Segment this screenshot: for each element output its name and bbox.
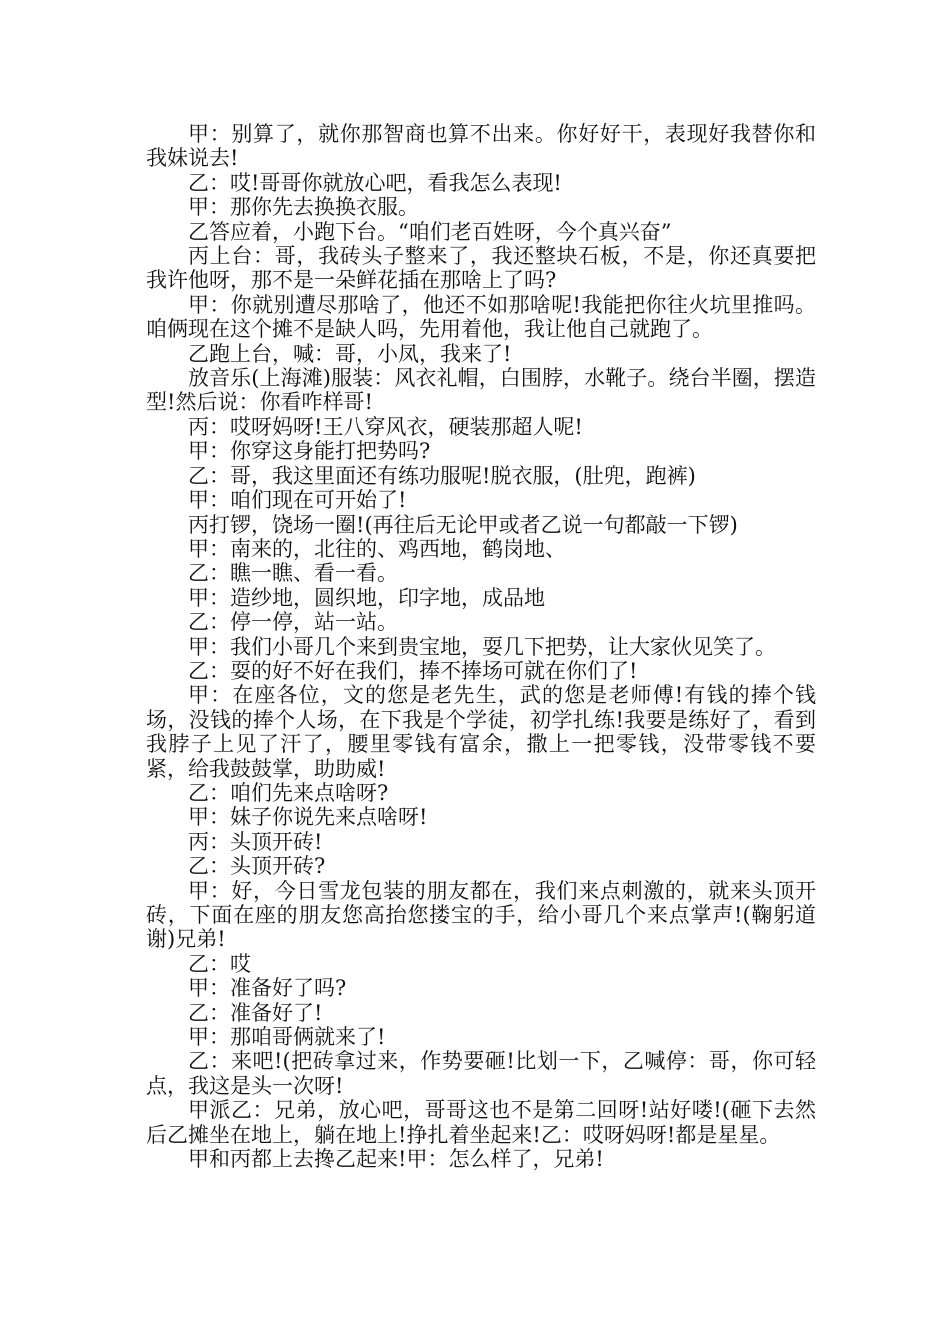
paragraph: 放音乐(上海滩)服装：风衣礼帽，白围脖，水靴子。绕台半圈，摆造型!然后说：你看咋样哥! [146, 366, 816, 415]
paragraph: 甲：那咱哥俩就来了! [188, 1025, 386, 1050]
paragraph: 乙：瞧一瞧、看一看。 [188, 561, 398, 586]
paragraph: 甲：造纱地，圆织地，印字地，成品地 [188, 585, 545, 610]
paragraph: 甲：你穿这身能打把势吗? [188, 439, 431, 464]
paragraph: 乙：头顶开砖? [188, 854, 326, 879]
paragraph: 甲：我们小哥几个来到贵宝地，耍几下把势，让大家伙见笑了。 [188, 634, 776, 659]
paragraph: 甲和丙都上去搀乙起来!甲：怎么样了，兄弟! [188, 1147, 604, 1172]
paragraph: 甲：咱们现在可开始了! [188, 488, 407, 513]
paragraph: 乙：停一停，站一站。 [188, 610, 398, 635]
paragraph: 乙：哎!哥哥你就放心吧，看我怎么表现! [188, 170, 562, 195]
paragraph: 乙：哎 [188, 951, 251, 976]
paragraph: 乙：咱们先来点啥呀? [188, 780, 389, 805]
paragraph: 甲：那你先去换换衣服。 [188, 195, 419, 220]
paragraph: 丙上台：哥，我砖头子整来了，我还整块石板，不是，你还真要把我许他呀，那不是一朵鲜花插在那啥上了吗? [146, 244, 816, 293]
paragraph: 丙打锣，饶场一圈!(再往后无论甲或者乙说一句都敲一下锣) [188, 512, 738, 537]
paragraph: 乙：耍的好不好在我们，捧不捧场可就在你们了! [188, 658, 638, 683]
document-body [146, 122, 816, 1171]
paragraph: 乙：来吧!(把砖拿过来，作势要砸!比划一下，乙喊停：哥，你可轻点，我这是头一次呀! [146, 1049, 816, 1098]
paragraph: 甲：在座各位，文的您是老先生，武的您是老师傅!有钱的捧个钱场，没钱的捧个人场，在下我是个学徒，初学扎练!我要是练好了，看到我脖子上见了汗了，腰里零钱有富余，撒上一把零钱，没带零钱不要紧，给我鼓鼓掌，助助威! [146, 683, 816, 781]
paragraph: 甲：别算了，就你那智商也算不出来。你好好干，表现好我替你和我妹说去! [146, 122, 816, 171]
paragraph: 乙答应着，小跑下台。“咱们老百姓呀，今个真兴奋” [188, 219, 672, 244]
paragraph: 甲派乙：兄弟，放心吧，哥哥这也不是第二回呀!站好喽!(砸下去然后乙摊坐在地上，躺在地上!挣扎着坐起来!乙：哎呀妈呀!都是星星。 [146, 1098, 816, 1147]
paragraph: 甲：好，今日雪龙包装的朋友都在，我们来点刺激的，就来头顶开砖，下面在座的朋友您高抬您搂宝的手，给小哥几个来点掌声!(鞠躬道谢)兄弟! [146, 878, 816, 952]
paragraph: 乙跑上台，喊：哥，小凤，我来了! [188, 341, 512, 366]
paragraph: 甲：你就别遭尽那啥了，他还不如那啥呢!我能把你往火坑里推吗。咱俩现在这个摊不是缺人吗，先用着他，我让他自己就跑了。 [146, 292, 816, 342]
paragraph: 甲：南来的，北往的、鸡西地，鹤岗地、 [188, 536, 566, 561]
paragraph: 甲：妹子你说先来点啥呀! [188, 805, 428, 830]
paragraph: 乙：准备好了! [188, 1000, 323, 1025]
paragraph: 甲：准备好了吗? [188, 976, 347, 1001]
paragraph: 乙：哥，我这里面还有练功服呢!脱衣服，(肚兜，跑裤) [188, 463, 696, 488]
paragraph: 丙：哎呀妈呀!王八穿风衣，硬装那超人呢! [188, 414, 583, 439]
paragraph: 丙：头顶开砖! [188, 829, 323, 854]
